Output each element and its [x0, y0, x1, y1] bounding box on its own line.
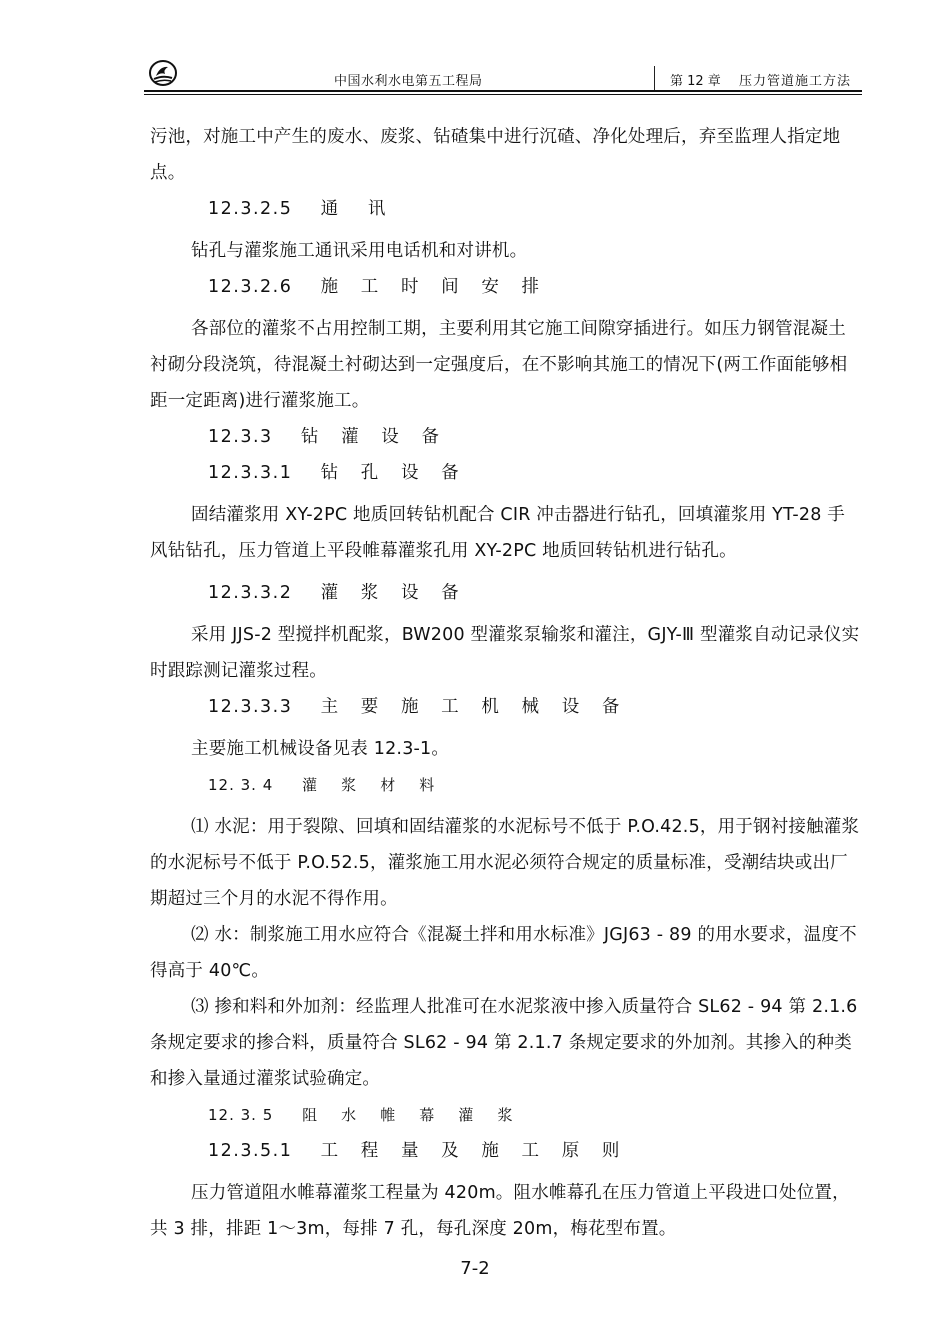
section-heading: 12.3.3 钻 灌 设 备 [208, 427, 441, 447]
section-heading: 12.3.2.5 通 讯 [208, 199, 387, 219]
page-header [144, 56, 862, 96]
paragraph: 各部位的灌浆不占用控制工期，主要利用其它施工间隙穿插进行。如压力钢管混凝土衬砌分段浇筑，待混凝土衬砌达到一定强度后，在不影响其施工的情况下(两工作面能够相距一定距离)进行灌浆施工。 [150, 319, 848, 411]
section-heading: 12.3.3.2 灌 浆 设 备 [208, 583, 461, 603]
header-rule-thin [144, 94, 862, 95]
paragraph: 采用 JJS-2 型搅拌机配浆，BW200 型灌浆泵输浆和灌注，GJY-Ⅲ 型灌浆自动记录仪实时跟踪测记灌浆过程。 [150, 625, 860, 681]
page-content [150, 119, 862, 1247]
paragraph: 压力管道阻水帷幕灌浆工程量为 420m。阻水帷幕孔在压力管道上平段进口处位置，共 3 排，排距 1～3m，每排 7 孔，每孔深度 20m，梅花型布置。 [150, 1183, 850, 1239]
company-logo-icon [148, 58, 178, 88]
header-chapter-title: 压力管道施工方法 [739, 74, 852, 89]
page-number: 7-2 [460, 1258, 490, 1279]
header-separator [654, 66, 655, 92]
paragraph: 固结灌浆用 XY-2PC 地质回转钻机配合 CIR 冲击器进行钻孔，回填灌浆用 YT-28 手风钻钻孔，压力管道上平段帷幕灌浆孔用 XY-2PC 地质回转钻机进行钻孔。 [150, 505, 845, 561]
section-heading: 12.3.5.1 工 程 量 及 施 工 原 则 [208, 1141, 621, 1161]
section-heading: 12. 3. 5 阻 水 帷 幕 灌 浆 [208, 1106, 514, 1124]
header-rule-thick [144, 90, 862, 92]
header-organization: 中国水利水电第五工程局 [334, 74, 483, 89]
header-chapter: 第 12 章 [670, 74, 721, 89]
section-heading: 12.3.2.6 施 工 时 间 安 排 [208, 277, 541, 297]
section-heading: 12.3.3.1 钻 孔 设 备 [208, 463, 461, 483]
paragraph: ⑶ 掺和料和外加剂：经监理人批准可在水泥浆液中掺入质量符合 SL62 - 94 第 2.1.6 条规定要求的掺合料，质量符合 SL62 - 94 第 2.1.7 条规定要求的外加剂。其掺入的种类和掺入量通过灌浆试验确定。 [150, 997, 858, 1089]
section-heading: 12.3.3.3 主 要 施 工 机 械 设 备 [208, 697, 621, 717]
paragraph: 主要施工机械设备见表 12.3-1。 [191, 739, 450, 759]
paragraph: ⑴ 水泥：用于裂隙、回填和固结灌浆的水泥标号不低于 P.O.42.5，用于钢衬接触灌浆的水泥标号不低于 P.O.52.5，灌浆施工用水泥必须符合规定的质量标准，受潮结块或出厂期超过三个月的水泥不得作用。 [150, 817, 860, 909]
paragraph: ⑵ 水：制浆施工用水应符合《混凝土拌和用水标准》JGJ63 - 89 的用水要求，温度不得高于 40℃。 [150, 925, 857, 981]
paragraph: 钻孔与灌浆施工通讯采用电话机和对讲机。 [191, 241, 528, 261]
paragraph: 污池，对施工中产生的废水、废浆、钻碴集中进行沉碴、净化处理后，弃至监理人指定地点。 [150, 127, 841, 183]
section-heading: 12. 3. 4 灌 浆 材 料 [208, 776, 436, 794]
